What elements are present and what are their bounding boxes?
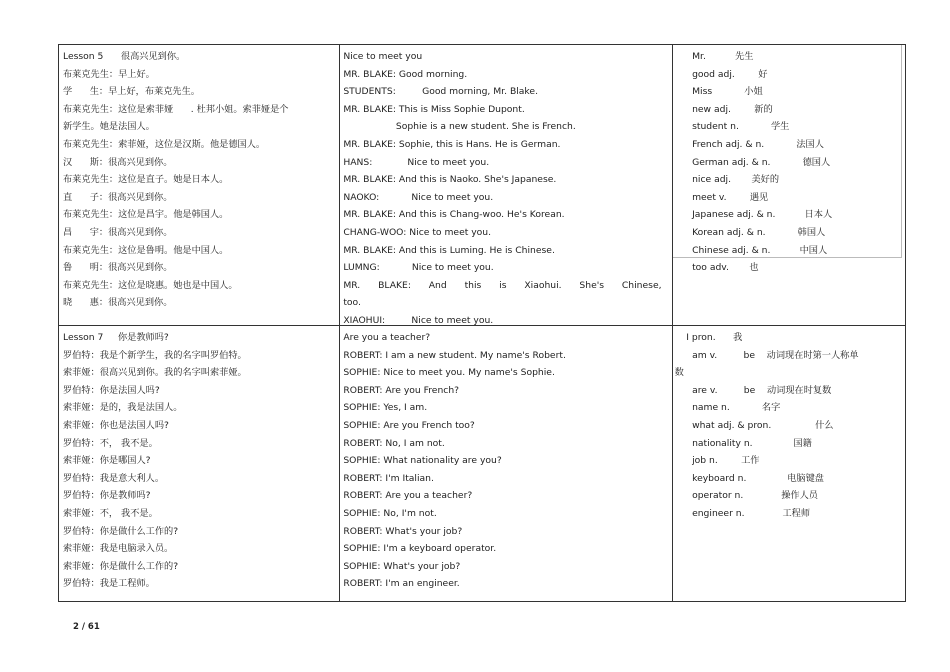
text-line: ROBERT: I'm Italian.: [343, 472, 434, 484]
text-line: 新学生。她是法国人。: [63, 121, 155, 133]
text-line: 鲁 明：很高兴见到你。: [63, 262, 173, 274]
word: BLAKE:: [378, 279, 411, 291]
text-line: 罗伯特：你是法国人吗?: [63, 384, 160, 396]
lesson-table: [58, 44, 906, 602]
text-line: ROBERT: What's your job?: [343, 525, 463, 537]
vocab-line: job n. 工作: [674, 455, 760, 467]
vocab-line: student n. 学生: [674, 121, 790, 133]
vocab-line: I pron. 我: [674, 332, 743, 343]
vocab-line: nice adj. 美好的: [674, 174, 780, 186]
text-line: 布莱克先生：这位是晓惠。她也是中国人。: [63, 279, 238, 291]
lesson-7-row: [59, 325, 905, 601]
vocab-line: French adj. & n. 法国人: [674, 138, 824, 150]
text-line: ROBERT: Are you French?: [343, 384, 460, 396]
text-line: MR. BLAKE: Good morning.: [343, 68, 468, 80]
word: She's: [579, 279, 605, 291]
vocab-line: am v. be 动词现在时第一人称单: [674, 349, 859, 361]
text-line: NAOKO: Nice to meet you.: [343, 191, 494, 203]
text-line: 罗伯特：我是工程师。: [63, 578, 155, 590]
text-line: MR. BLAKE: And this is Luming. He is Chinese.: [343, 244, 555, 256]
lesson-7-chinese: [59, 326, 339, 601]
text-line: Sophie is a new student. She is French.: [343, 121, 576, 133]
vocab-line: good adj. 好: [674, 68, 768, 80]
vocab-line: 数: [674, 367, 684, 379]
text-line: SOPHIE: No, I'm not.: [343, 507, 437, 519]
text-line: 索菲娅：我是电脑录入员。: [63, 543, 174, 555]
word: Xiaohui.: [524, 279, 562, 291]
text-line: STUDENTS: Good morning, Mr. Blake.: [343, 86, 538, 98]
text-line: 索菲娅：很高兴见到你。我的名字叫索菲娅。: [63, 367, 247, 379]
text-line: ROBERT: I'm an engineer.: [343, 578, 460, 590]
text-line: 布莱克先生：早上好。: [63, 68, 155, 80]
vocab-line: nationality n. 国籍: [674, 437, 812, 449]
word: And: [428, 279, 447, 291]
text-line: Lesson 5 很高兴见到你。: [63, 51, 186, 62]
vocab-line: too adv. 也: [674, 262, 759, 274]
lesson-5-row: [59, 45, 905, 325]
text-line: SOPHIE: Yes, I am.: [343, 402, 428, 414]
text-line: 布莱克先生：这位是昌宇。他是韩国人。: [63, 209, 229, 221]
text-line: 罗伯特：不， 我不是。: [63, 437, 158, 449]
text-line: too.: [343, 297, 361, 309]
text-line: 直 子：很高兴见到你。: [63, 191, 173, 203]
text-line: Are you a teacher?: [343, 332, 431, 343]
text-line: MR. BLAKE: This is Miss Sophie Dupont.: [343, 103, 525, 115]
text-line: SOPHIE: Are you French too?: [343, 419, 475, 431]
text-line: XIAOHUI: Nice to meet you.: [343, 314, 494, 325]
word: MR.: [343, 279, 361, 291]
text-line: 布莱克先生：索菲娅，这位是汉斯。他是德国人。: [63, 138, 266, 150]
text-line: HANS: Nice to meet you.: [343, 156, 490, 168]
text-line: LUMNG: Nice to meet you.: [343, 262, 494, 274]
lesson-5-vocab: [672, 45, 905, 325]
text-line: MR. BLAKE: Sophie, this is Hans. He is German.: [343, 138, 561, 150]
justified-line: [343, 277, 661, 295]
text-line: SOPHIE: I'm a keyboard operator.: [343, 543, 497, 555]
vocab-line: operator n. 操作人员: [674, 490, 818, 502]
vocab-line: Korean adj. & n. 韩国人: [674, 226, 826, 238]
text-line: MR. BLAKE: And this is Chang-woo. He's Korean.: [343, 209, 565, 221]
text-line: 索菲娅：不， 我不是。: [63, 507, 158, 519]
text-line: 罗伯特：我是个新学生，我的名字叫罗伯特。: [63, 349, 247, 361]
text-line: 索菲娅：是的，我是法国人。: [63, 402, 183, 414]
text-line: 布莱克先生：这位是直子。她是日本人。: [63, 174, 229, 186]
vocab-line: Japanese adj. & n. 日本人: [674, 209, 833, 221]
text-line: Lesson 7 你是教师吗?: [63, 332, 169, 343]
text-line: SOPHIE: What nationality are you?: [343, 455, 502, 467]
text-line: CHANG-WOO: Nice to meet you.: [343, 226, 492, 238]
vocab-line: German adj. & n. 德国人: [674, 156, 831, 168]
vocab-line: Chinese adj. & n. 中国人: [674, 244, 828, 256]
text-line: Nice to meet you: [343, 51, 423, 62]
text-line: 索菲娅：你也是法国人吗?: [63, 419, 169, 431]
text-line: 布莱克先生：这位是索菲娅 . 杜邦小姐。索菲娅是个: [63, 103, 289, 115]
text-line: 索菲娅：你是哪国人?: [63, 455, 151, 467]
vocab-line: Miss 小姐: [674, 86, 763, 98]
lesson-5-english: [339, 45, 671, 325]
text-line: MR. BLAKE: And this is Naoko. She's Japanese.: [343, 174, 557, 186]
vocab-line: keyboard n. 电脑键盘: [674, 472, 824, 484]
text-line: SOPHIE: What's your job?: [343, 560, 461, 572]
lesson-5-chinese: [59, 45, 339, 325]
lesson-7-english: [339, 326, 671, 601]
text-line: 昌 宇：很高兴见到你。: [63, 226, 173, 238]
text-line: 布莱克先生：这位是鲁明。他是中国人。: [63, 244, 229, 256]
vocab-line: Mr. 先生: [674, 51, 754, 62]
vocab-line: new adj. 新的: [674, 103, 773, 115]
text-line: 罗伯特：你是教师吗?: [63, 490, 151, 502]
vocab-line: name n. 名字: [674, 402, 781, 414]
page-number: 2 / 61: [73, 622, 100, 632]
word: is: [499, 279, 507, 291]
text-line: 晓 惠：很高兴见到你。: [63, 297, 173, 309]
text-line: ROBERT: No, I am not.: [343, 437, 445, 449]
lesson-7-vocab: [672, 326, 905, 601]
vocab-inner-box: [673, 45, 902, 258]
vocab-line: meet v. 遇见: [674, 191, 769, 203]
text-line: SOPHIE: Nice to meet you. My name's Sophie.: [343, 367, 555, 379]
vocab-line: what adj. & pron. 什么: [674, 419, 834, 431]
word: Chinese,: [621, 279, 662, 291]
vocab-line: engineer n. 工程师: [674, 507, 811, 519]
text-line: 学 生：早上好，布莱克先生。: [63, 86, 200, 98]
text-line: ROBERT: I am a new student. My name's Robert.: [343, 349, 566, 361]
text-line: ROBERT: Are you a teacher?: [343, 490, 473, 502]
text-line: 汉 斯：很高兴见到你。: [63, 156, 173, 168]
word: this: [464, 279, 482, 291]
text-line: 罗伯特：你是做什么工作的?: [63, 525, 179, 537]
vocab-line: are v. be 动词现在时复数: [674, 384, 832, 396]
text-line: 罗伯特：我是意大利人。: [63, 472, 165, 484]
text-line: 索菲娅：你是做什么工作的?: [63, 560, 179, 572]
